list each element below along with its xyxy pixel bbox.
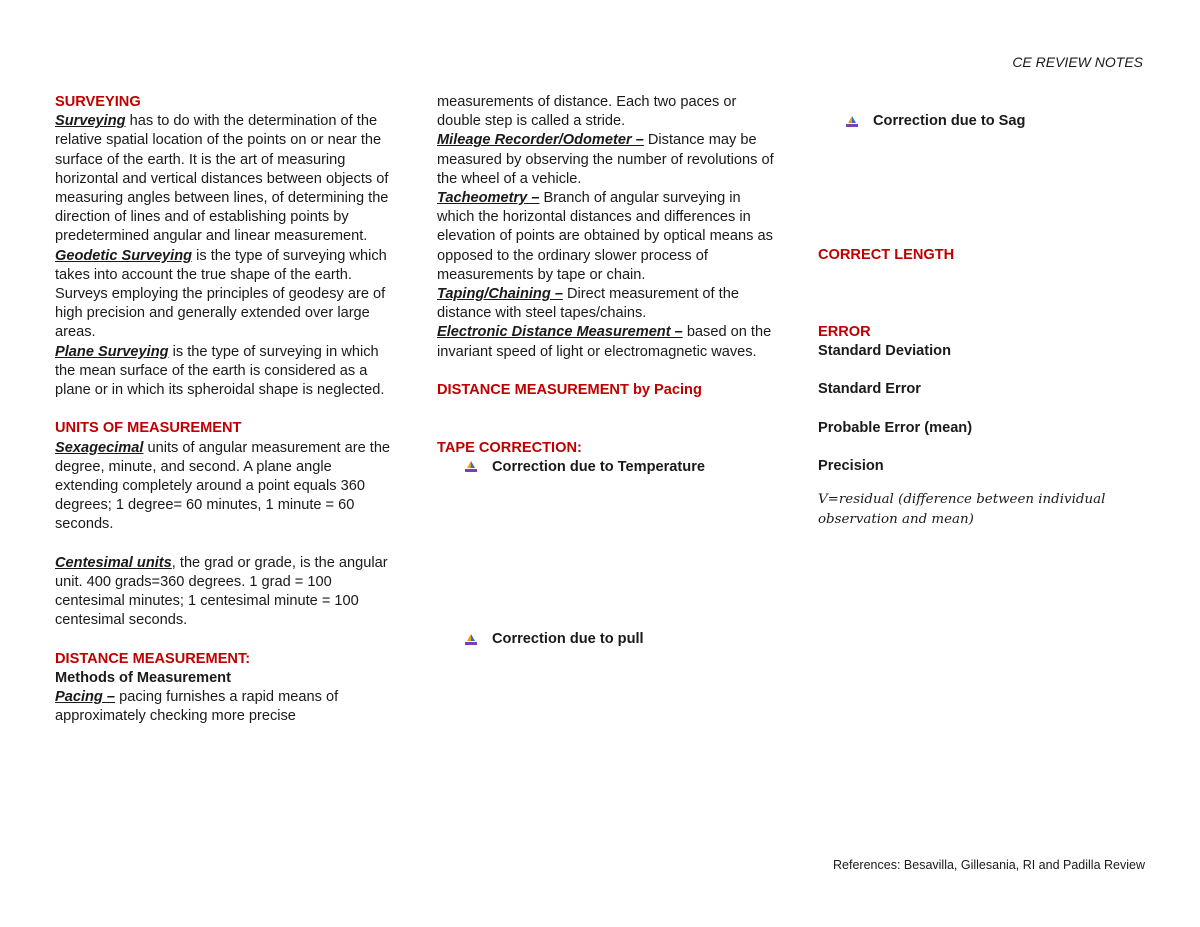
page-header: CE REVIEW NOTES [1012, 54, 1143, 70]
probable-error: Probable Error (mean) [818, 419, 973, 436]
geodetic-term: Geodetic Surveying [55, 247, 193, 264]
residual-formula: V=residual (difference between individual observation and mean) [818, 492, 1106, 528]
edm-paragraph [437, 323, 777, 361]
column-1 [55, 93, 395, 727]
sexagecimal-term: Sexagecimal [55, 439, 144, 456]
geodetic-paragraph [55, 247, 395, 343]
tape-correction-heading: TAPE CORRECTION: [437, 439, 582, 456]
plane-paragraph [55, 343, 395, 401]
precision: Precision [818, 457, 884, 474]
pull-label: Correction due to pull [492, 631, 644, 648]
mileage-text: Distance may be measured by observing the number of revolutions of the wheel of a vehicle. [437, 132, 774, 187]
taping-term: Taping/Chaining – [437, 286, 563, 303]
mileage-paragraph [437, 131, 777, 189]
sexagecimal-paragraph [55, 439, 395, 535]
bullet-arrow-icon [464, 633, 478, 647]
column-2 [437, 93, 777, 649]
centesimal-paragraph [55, 554, 395, 631]
taping-paragraph [437, 285, 777, 323]
error-heading: ERROR [818, 323, 871, 340]
tacheometry-term: Tacheometry – [437, 190, 540, 207]
bullet-arrow-icon [845, 115, 859, 129]
sag-bullet [818, 112, 1158, 131]
pacing-heading: DISTANCE MEASUREMENT by Pacing [437, 382, 702, 399]
plane-term: Plane Surveying [55, 343, 169, 360]
units-heading: UNITS OF MEASUREMENT [55, 420, 242, 437]
methods-label: Methods of Measurement [55, 670, 231, 687]
bullet-arrow-icon [464, 460, 478, 474]
references-footer: References: Besavilla, Gillesania, RI and Padilla Review [833, 858, 1145, 872]
std-deviation: Standard Deviation [818, 342, 951, 359]
centesimal-text: , the grad or grade, is the angular unit. 400 grads=360 degrees. 1 grad = 100 centesimal minutes; 1 centesimal minute = 100 centesimal seconds. [55, 554, 388, 629]
pacing-paragraph [55, 688, 395, 726]
edm-term: Electronic Distance Measurement – [437, 324, 683, 341]
sag-label: Correction due to Sag [873, 113, 1026, 130]
surveying-heading: SURVEYING [55, 94, 141, 110]
geodetic-text: is the type of surveying which takes into account the true shape of the earth. Surveys employing the principles of geodesy are of high precision and generally extended over large areas. [55, 247, 387, 341]
temperature-label: Correction due to Temperature [492, 458, 705, 475]
plane-text: is the type of surveying in which the mean surface of the earth is considered as a plane or in which its spheroidal shape is neglected. [55, 343, 385, 399]
surveying-paragraph [55, 112, 395, 246]
surveying-term: Surveying [55, 113, 126, 130]
taping-text: Direct measurement of the distance with steel tapes/chains. [437, 286, 739, 322]
pacing-term: Pacing – [55, 689, 116, 706]
std-error: Standard Error [818, 381, 921, 398]
edm-text: based on the invariant speed of light or electromagnetic waves. [437, 324, 772, 360]
distance-heading: DISTANCE MEASUREMENT: [55, 650, 251, 667]
tacheometry-paragraph [437, 189, 777, 285]
pull-bullet [437, 630, 777, 649]
correct-length-heading: CORRECT LENGTH [818, 247, 955, 264]
centesimal-term: Centesimal units [55, 554, 172, 571]
pacing-continued: measurements of distance. Each two paces or double step is called a stride. [437, 94, 737, 130]
pacing-text: pacing furnishes a rapid means of approximately checking more precise [55, 689, 339, 725]
sexagecimal-text: units of angular measurement are the degree, minute, and second. A plane angle extending completely around a point equals 360 degrees; 1 degree= 60 minutes, 1 minute = 60 seconds. [55, 439, 391, 533]
surveying-text: has to do with the determination of the relative spatial location of the points on or near the surface of the earth. It is the art of measuring horizontal and vertical distances between objects of measuring angles between lines, of determining the direction of lines and of establishing points by predetermined angular and linear measurement. [55, 113, 389, 245]
column-3 [818, 93, 1158, 530]
tacheometry-text: Branch of angular surveying in which the horizontal distances and differences in elevation of points are obtained by optical means as opposed to the ordinary slower process of measurements by tape or chain. [437, 190, 773, 283]
mileage-term: Mileage Recorder/Odometer – [437, 132, 644, 149]
temperature-bullet [437, 458, 777, 477]
